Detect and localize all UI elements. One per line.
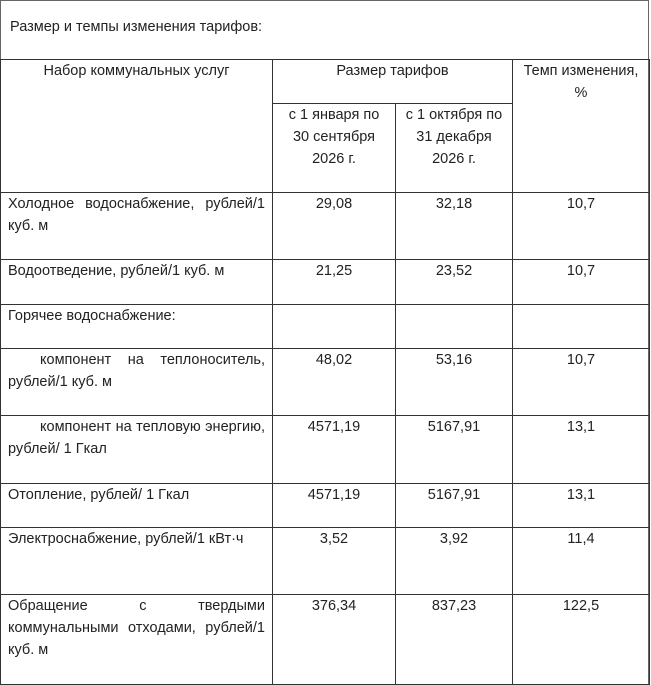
table-row (1, 595, 650, 685)
row-value-period-2: 53,16 (396, 349, 513, 416)
table-row (1, 260, 650, 305)
header-period-2: с 1 октября по 31 декабря 2026 г. (396, 104, 513, 193)
row-change-rate: 10,7 (513, 193, 650, 260)
tariff-table (0, 59, 650, 685)
header-tariff-size: Размер тарифов (273, 60, 513, 104)
row-value-period-1: 48,02 (273, 349, 396, 416)
row-service-name: Горячее водоснабжение: (1, 305, 273, 349)
table-row (1, 416, 650, 484)
table-caption: Размер и темпы изменения тарифов: (10, 19, 263, 35)
row-change-rate: 122,5 (513, 595, 650, 685)
row-value-period-2: 837,23 (396, 595, 513, 685)
header-change-rate: Темп изменения, % (513, 60, 650, 193)
row-value-period-2: 3,92 (396, 528, 513, 595)
row-change-rate: 10,7 (513, 260, 650, 305)
header-service: Набор коммунальных услуг (1, 60, 273, 193)
row-change-rate: 11,4 (513, 528, 650, 595)
row-value-period-1 (273, 305, 396, 349)
row-value-period-1: 376,34 (273, 595, 396, 685)
row-value-period-1: 29,08 (273, 193, 396, 260)
row-service-name: Электроснабжение, рублей/1 кВт·ч (1, 528, 273, 595)
row-change-rate: 13,1 (513, 484, 650, 528)
row-value-period-1: 3,52 (273, 528, 396, 595)
row-service-name: компонент на тепловую энергию, рублей/ 1 Гкал (1, 416, 273, 484)
row-value-period-2: 23,52 (396, 260, 513, 305)
row-service-name: Отопление, рублей/ 1 Гкал (1, 484, 273, 528)
row-value-period-2: 5167,91 (396, 484, 513, 528)
row-value-period-2: 32,18 (396, 193, 513, 260)
row-value-period-2 (396, 305, 513, 349)
table-row (1, 528, 650, 595)
table-row (1, 349, 650, 416)
row-service-name: компонент на теплоноситель, рублей/1 куб. м (1, 349, 273, 416)
row-value-period-1: 21,25 (273, 260, 396, 305)
row-value-period-1: 4571,19 (273, 484, 396, 528)
table-row (1, 193, 650, 260)
row-service-name: Холодное водоснабжение, рублей/1 куб. м (1, 193, 273, 260)
header-period-1: с 1 января по 30 сентября 2026 г. (273, 104, 396, 193)
row-value-period-2: 5167,91 (396, 416, 513, 484)
row-change-rate (513, 305, 650, 349)
row-service-name: Водоотведение, рублей/1 куб. м (1, 260, 273, 305)
table-row (1, 484, 650, 528)
row-service-name: Обращение с твердыми коммунальными отходами, рублей/1 куб. м (1, 595, 273, 685)
row-change-rate: 10,7 (513, 349, 650, 416)
table-row (1, 305, 650, 349)
row-value-period-1: 4571,19 (273, 416, 396, 484)
row-change-rate: 13,1 (513, 416, 650, 484)
